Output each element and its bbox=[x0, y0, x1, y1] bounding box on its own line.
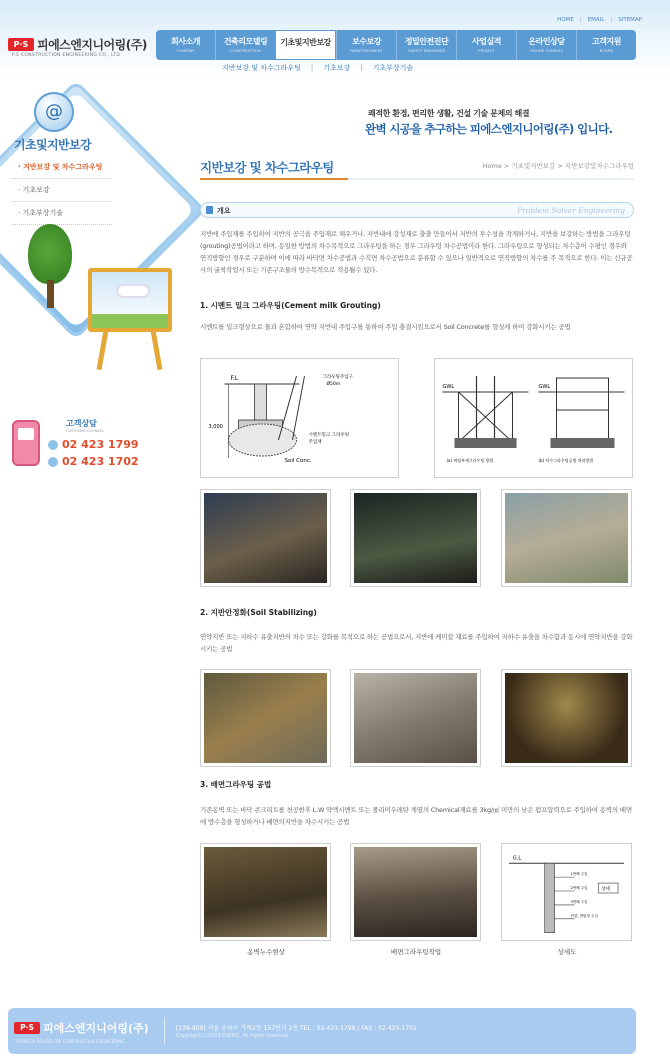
photo-image bbox=[505, 673, 628, 763]
photo-image bbox=[354, 673, 477, 763]
step-1-label: 1번째 주입 bbox=[570, 872, 588, 877]
subnav-grouting[interactable]: 지반보강 및 차수그라우팅 bbox=[222, 64, 301, 72]
subnav-foundation[interactable]: 기초보강 bbox=[323, 64, 351, 72]
counsel-sublabel: CUSTOMER COUNSEL bbox=[66, 429, 104, 433]
cement-grouting-diagram bbox=[200, 358, 399, 478]
slogan-line2: 완벽 시공을 추구하는 피에스엔지니어링(주) 입니다. bbox=[365, 122, 613, 136]
title-underline-accent bbox=[200, 178, 348, 180]
footer-address: [138-809] 서울 송파구 가락2동 157번지 2층 TEL : 02-423-1799 / FAX : 02-423-1702 bbox=[176, 1025, 417, 1032]
nav-consult[interactable] bbox=[516, 30, 576, 60]
section-1-text: 시멘트를 밀크형상으로 물과 혼합하여 연약 지반내 주입구를 통하여 주입 충결시킴으로서 Soil Concrete를 형성케 하여 강화시키는 공법 bbox=[200, 323, 571, 331]
photo-stabilizing-2 bbox=[350, 669, 481, 767]
nav-label: 기초및지반보강 bbox=[280, 38, 331, 47]
caption-b: (b) 차수그라우팅공법 처리방법 bbox=[538, 458, 594, 463]
caption-back-grouting: 배면그라우팅작업 bbox=[390, 948, 442, 956]
detail-diagram bbox=[501, 843, 632, 941]
footer-logo-mark: P·S bbox=[14, 1022, 40, 1034]
overview-label: 개요 bbox=[217, 207, 231, 215]
caption-wall-leak: 옹벽누수현상 bbox=[247, 948, 285, 956]
logo-mark: P·S bbox=[8, 38, 34, 51]
photo-image bbox=[354, 847, 477, 937]
photo-grouting-site bbox=[200, 489, 331, 587]
nav-sublabel: ONLINE CONSULT bbox=[529, 48, 564, 53]
photo-grouting-pit bbox=[350, 489, 481, 587]
nav-label: 온라인상담 bbox=[528, 37, 565, 46]
section-2-text: 연약지반 또는 지하수 유출지반의 차수 또는 강화를 목적으로 하는 공법으로서, 지반에 케미칼 재료를 주입하여 지하수 유출을 차수함과 동시에 연약지반을 강화시키는 공법 bbox=[200, 633, 633, 653]
gwl-label: GWL bbox=[538, 384, 551, 390]
separator: | bbox=[579, 17, 582, 23]
footer-logo-name: 피에스엔지니어링(주) bbox=[43, 1022, 149, 1035]
tree-trunk bbox=[47, 280, 54, 308]
nav-safety[interactable] bbox=[396, 30, 456, 60]
note-icon bbox=[206, 206, 213, 214]
tel-2 bbox=[48, 455, 139, 468]
nav-label: 사업실적 bbox=[472, 37, 501, 46]
caption-a: (a) 버팀부재그라우팅 방법 bbox=[446, 458, 494, 463]
photo-wall-leak bbox=[200, 843, 331, 941]
nav-label: 회사소개 bbox=[171, 37, 200, 46]
nav-sublabel: PROJECT bbox=[478, 48, 495, 53]
home-link[interactable]: HOME bbox=[557, 17, 574, 23]
step-2-label: 2번째 주입 bbox=[570, 886, 588, 891]
tel-number: 02 423 1702 bbox=[62, 455, 139, 468]
step-4-label: 단함, 발림형 주입 bbox=[570, 913, 598, 918]
photo-image bbox=[204, 493, 327, 583]
breadcrumb: Home > 기초및지반보강 > 지반보강및차수그라우팅 bbox=[482, 162, 634, 170]
section-1-title: 1. 시멘트 밀크 그라우팅(Cement milk Grouting) bbox=[200, 301, 381, 310]
utility-links bbox=[557, 17, 642, 23]
logo-subtitle: P.S CONSTRUCTION ENGINEERING CO., LTD bbox=[12, 53, 121, 58]
nav-label: 건축리모델링 bbox=[223, 37, 268, 46]
sidebar-menu bbox=[12, 156, 112, 225]
photo-stabilizing-1 bbox=[200, 669, 331, 767]
sidebar-title: 기초및지반보강 bbox=[14, 138, 91, 152]
tel-number: 02 423 1799 bbox=[62, 438, 139, 451]
separator: | bbox=[610, 17, 613, 23]
main-nav bbox=[156, 30, 636, 60]
soil-label: Soil Conc. bbox=[284, 458, 312, 464]
footer-divider bbox=[164, 1018, 165, 1044]
slogan-line1: 쾌적한 환경, 편리한 생활, 건설 기술 문제의 해결 bbox=[368, 109, 530, 118]
footer bbox=[8, 1008, 636, 1054]
sitemap-link[interactable]: SITEMAP bbox=[618, 17, 642, 23]
section-3-text: 기존옹벽 또는 바닥 콘크리트를 천공한후 L.W 약액시멘트 또는 폴리머우레탄 계열의 Chemical재료를 3kg/㎠ 미만의 낮은 펌프압력으로 주입하여 옹벽의 배면에 방수층을 형성하거나 배면의지반을 차수시키는 공법 bbox=[200, 806, 632, 826]
ground bbox=[92, 314, 168, 328]
email-link[interactable]: EMAIL bbox=[587, 17, 605, 23]
step-3-label: 3번째 주입 bbox=[570, 899, 588, 904]
photo-back-grouting bbox=[350, 843, 481, 941]
nav-sublabel: REINFORCEMENT bbox=[350, 48, 383, 53]
depth-label: 3,000 bbox=[208, 424, 223, 430]
logo[interactable] bbox=[8, 36, 147, 53]
footer-logo-subtitle: PROBLEM SOLVER FOR CONSTRUCTION ENGINEERING bbox=[16, 1039, 125, 1044]
logo-name: 피에스엔지니어링(주) bbox=[37, 38, 147, 52]
at-sign-icon: @ bbox=[34, 92, 74, 132]
section-2-title: 2. 지반안정화(Soil Stabilizing) bbox=[200, 608, 317, 617]
nav-label: 보수보강 bbox=[352, 37, 381, 46]
photo-image bbox=[505, 493, 628, 583]
grout-sublabel: 주입재 bbox=[308, 440, 322, 445]
sidebar-item-label: 기초보강 bbox=[22, 186, 50, 194]
nav-label: 고객지원 bbox=[592, 37, 621, 46]
section-3-title: 3. 배면그라우팅 공법 bbox=[200, 780, 272, 789]
separator: | bbox=[360, 63, 363, 71]
nav-board[interactable] bbox=[576, 30, 636, 60]
footer-copyright: Copyright(C)2003 PSENG. All rights reserved. bbox=[176, 1033, 290, 1039]
gwl-label: GWL bbox=[442, 384, 455, 390]
easel-illustration bbox=[88, 268, 172, 332]
diagram-svg bbox=[438, 362, 629, 474]
tel-icon bbox=[48, 440, 58, 450]
sidebar-item-label: 기초부상기술 bbox=[22, 209, 64, 217]
nav-construction[interactable] bbox=[215, 30, 275, 60]
photo-image bbox=[354, 493, 477, 583]
nav-reinforcement[interactable] bbox=[336, 30, 396, 60]
separator: | bbox=[310, 63, 314, 71]
nav-label: 정밀안전진단 bbox=[404, 37, 449, 46]
customer-counsel bbox=[10, 408, 190, 478]
counsel-label: 고객상담 bbox=[66, 419, 97, 428]
sidebar-item-lifting[interactable]: · 기초부상기술 bbox=[12, 202, 112, 225]
intro-text: 지반에 주입재를 주입하여 지반의 공극을 주입재로 채우거나, 지반내에 강성재로 출출 만들어서 지반의 투수성을 작게하거나, 지반을 보강하는 방법을 그라우팅(grouting)공법이라고 하며, 동일한 방법의 차수목적으로 그라우팅을 하는 경우 그라우팅 차수공법이라 한다. 그라우팅으로 형성되는 차수층이 수평인 경우와 연직방향인 경우로 구분하며 이에 따라 바닥면 차수공법과 수직면 차수공법으로 분류할 수 있으나 일반적으로 연직방향의 차수를 주 목적으로 한다. 이는 신규공사의 굴착작업시 또는 기존구조물의 방수목적으로 적용될수 있다. bbox=[200, 230, 633, 274]
diagram-svg bbox=[204, 362, 395, 474]
overview-header bbox=[200, 202, 634, 218]
nav-sublabel: CONSTRUCTION bbox=[230, 48, 261, 53]
caption-detail: 상세도 bbox=[557, 948, 577, 956]
phone-screen bbox=[18, 428, 34, 440]
nav-sublabel: BOARD bbox=[599, 48, 614, 53]
photo-image bbox=[204, 847, 327, 937]
pipe-size-label: Ø50m bbox=[326, 382, 341, 387]
footer-logo[interactable] bbox=[14, 1020, 149, 1036]
title-underline bbox=[200, 178, 634, 180]
cloud bbox=[118, 286, 148, 296]
pipe-label: 그라우팅주입구 bbox=[322, 375, 353, 380]
detail-label: 상세 bbox=[601, 887, 610, 893]
sub-nav bbox=[222, 63, 413, 73]
sidebar-item-label: 지반보강 및 차수그라우팅 bbox=[23, 163, 103, 171]
tel-1 bbox=[48, 438, 139, 451]
overview-slogan: Problem Solver Engineering bbox=[517, 206, 625, 215]
shoring-grouting-diagram bbox=[434, 358, 633, 478]
phone-icon bbox=[12, 420, 40, 466]
fl-label: F.L bbox=[230, 375, 239, 382]
gl-label: G.L bbox=[512, 855, 522, 862]
photo-grouting-machine bbox=[501, 489, 632, 587]
nav-company[interactable] bbox=[156, 30, 215, 60]
nav-foundation[interactable] bbox=[275, 30, 336, 60]
sidebar-item-grouting[interactable]: · 지반보강 및 차수그라우팅 bbox=[12, 156, 112, 179]
grout-label: 시멘트밀크 그라우팅 bbox=[308, 433, 350, 438]
diagram-svg bbox=[505, 847, 628, 937]
photo-stabilizing-3 bbox=[501, 669, 632, 767]
page-title: 지반보강 및 차수그라우팅 bbox=[200, 160, 334, 175]
subnav-lifting[interactable]: 기초부상기술 bbox=[372, 64, 414, 72]
nav-sublabel: COMPANY bbox=[176, 48, 195, 53]
photo-image bbox=[204, 673, 327, 763]
tree-illustration bbox=[28, 224, 72, 284]
sidebar-item-foundation[interactable]: · 기초보강 bbox=[12, 179, 112, 202]
nav-sublabel: SAFETY DIAGNOSIS bbox=[408, 48, 445, 53]
nav-project[interactable] bbox=[456, 30, 516, 60]
fax-icon bbox=[48, 457, 58, 467]
